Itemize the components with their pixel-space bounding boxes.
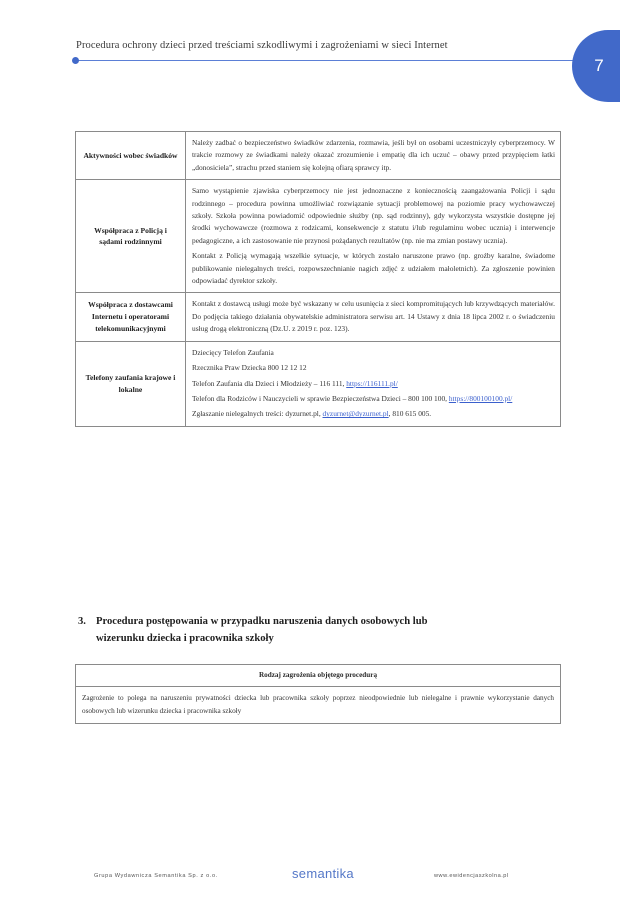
- section-number: 3.: [78, 616, 86, 627]
- helpline-link[interactable]: https://800100100.pl/: [448, 393, 513, 403]
- procedure-steps-table: [75, 131, 561, 427]
- table-header-row: [76, 665, 561, 687]
- helpline-item: [192, 347, 555, 359]
- table-row: [76, 687, 561, 724]
- section-title-line-2: wizerunku dziecka i pracownika szkoły: [96, 633, 274, 644]
- paragraph: Kontakt z dostawcą usługi może być wskazany w celu usunięcia z sieci kompromitujących lub krzywdzących materiałów. Do podjęcia takiego działania obywatelskie administratora serwisu art. 14 Ustawy z dnia 18 lipca 2002 r. o świadczeniu usług drogą elektroniczną (Dz.U. z 2019 r. poz. 123).: [192, 299, 555, 334]
- row-content: [186, 180, 561, 293]
- row-content: [186, 132, 561, 180]
- page-number: 7: [594, 56, 604, 75]
- paragraph: Samo wystąpienie zjawiska cyberprzemocy nie jest jednoznaczne z koniecznością zaangażowania Policji i sądu rodzinnego – procedura powinna umożliwiać rozwiązanie sytuacji problemowej na poziomie pracy wychowawczej szkoły. Szkoła powinna powiadomić odpowiednie służby (np. sąd rodzinny), gdy wykorzysta wszystkie dostępne jej środki wychowawcze (rozmowa z rodzicami, konsekwencje z statutu i/lub regulaminu wobec ucznia) i interwencje pedagogiczne, a ich zastosowanie nie przynosi pożądanych rezultatów (np. nie ma zmian postawy ucznia).: [192, 186, 555, 245]
- table-header: Rodzaj zagrożenia objętego procedurą: [76, 665, 561, 687]
- helpline-item: [192, 378, 555, 390]
- helpline-item: [192, 393, 555, 405]
- helpline-item: [192, 408, 555, 420]
- row-label: Aktywności wobec świadków: [76, 132, 186, 180]
- helpline-list: [186, 341, 561, 426]
- helpline-text: Dziecięcy Telefon Zaufania: [192, 347, 274, 357]
- section-title-line-1: Procedura postępowania w przypadku naruszenia danych osobowych lub: [96, 616, 428, 627]
- section-heading: [78, 613, 562, 647]
- running-header: Procedura ochrony dzieci przed treściami szkodliwymi i zagrożeniami w sieci Internet: [76, 40, 448, 51]
- row-content: [186, 293, 561, 341]
- helpline-text: Rzecznika Praw Dziecka 800 12 12 12: [192, 363, 307, 373]
- email-link[interactable]: dyzurnet@dyzurnet.pl: [322, 409, 389, 419]
- header-rule: [76, 60, 576, 61]
- table-row: [76, 180, 561, 293]
- threat-type-table: [75, 664, 561, 724]
- helpline-text: Telefon dla Rodziców i Nauczycieli w sprawie Bezpieczeństwa Dzieci – 800 100 100,: [192, 393, 449, 403]
- footer-website[interactable]: www.ewidencjaszkolna.pl: [434, 873, 509, 879]
- helpline-item: [192, 362, 555, 374]
- row-label: Współpraca z dostawcami Internetu i operatorami telekomunikacyjnymi: [76, 293, 186, 341]
- table-row: [76, 341, 561, 426]
- helpline-text: Telefon Zaufania dla Dzieci i Młodzieży – 116 111,: [192, 378, 347, 388]
- header-dot: [72, 57, 79, 64]
- paragraph: Należy zadbać o bezpieczeństwo świadków zdarzenia, rozmawia, jeśli był on osobami uczestniczyły cyberprzemocy. W trakcie rozmowy ze świadkami należy okazać zrozumienie i empatię dla ich uczuć – obawy przed przypięciem łatki „donosiciela”, strachu przed staniem się kolejną ofiarą sprawcy itp.: [192, 138, 555, 172]
- page-number-tab: [572, 30, 620, 102]
- row-label: Telefony zaufania krajowe i lokalne: [76, 341, 186, 426]
- table-row: [76, 132, 561, 180]
- semantika-logo: semantika: [292, 866, 354, 881]
- helpline-text: Zgłaszanie nielegalnych treści: dyzurnet.pl,: [192, 409, 323, 419]
- footer-publisher: Grupa Wydawnicza Semantika Sp. z o.o.: [94, 873, 218, 879]
- threat-description: Zagrożenie to polega na naruszeniu prywatności dziecka lub pracownika szkoły poprzez nieodpowiednie lub nielegalne i prawnie wykorzystanie danych osobowych lub wizerunku dziecka i pracownika szkoły: [76, 687, 561, 724]
- table-row: [76, 293, 561, 341]
- paragraph: Kontakt z Policją wymagają wszelkie sytuacje, w których zostało naruszone prawo (np. groźby karalne, świadome publikowanie nielegalnych treści, rozpowszechnianie nagich zdjęć z udziałem małoletnich). Za zgłoszenie powinien odpowiadać dyrektor szkoły.: [192, 251, 555, 286]
- helpline-phone: , 810 615 005.: [388, 409, 432, 419]
- helpline-link[interactable]: https://116111.pl/: [346, 378, 398, 388]
- row-label: Współpraca z Policją i sądami rodzinnymi: [76, 180, 186, 293]
